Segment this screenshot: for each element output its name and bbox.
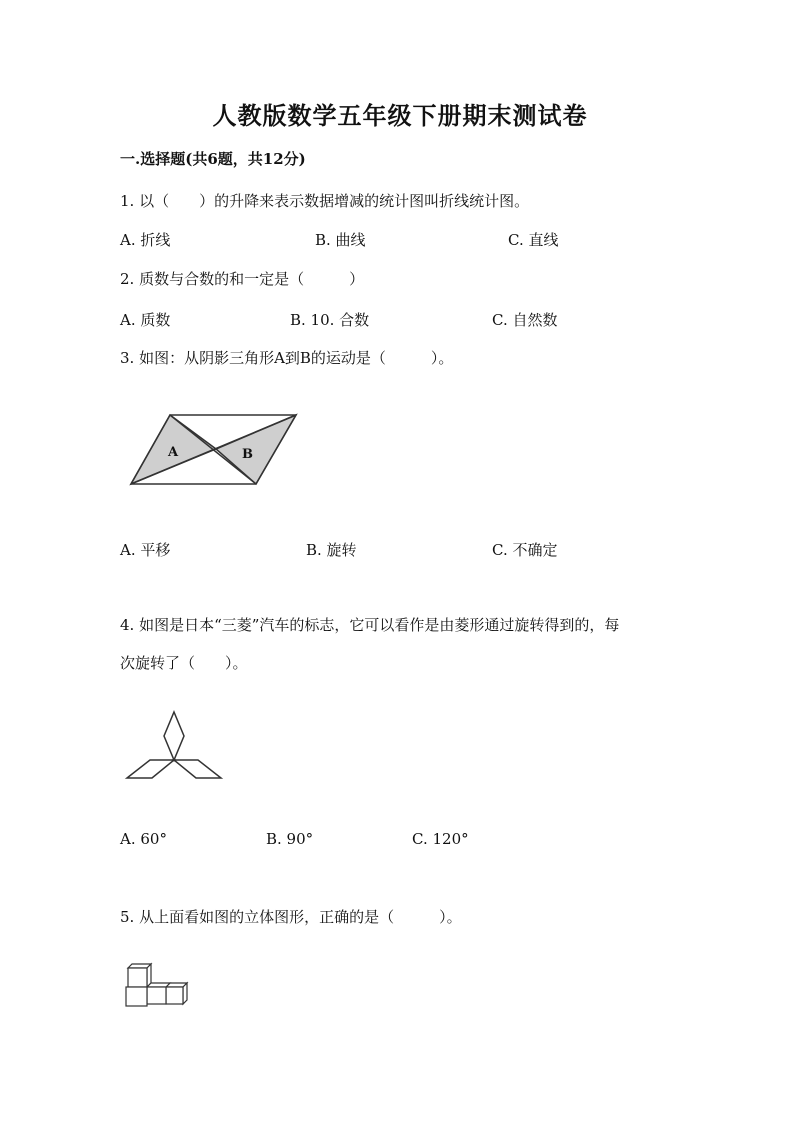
question-2-stem: 2. 质数与合数的和一定是（ ） bbox=[120, 270, 365, 288]
shaded-triangle-b bbox=[216, 415, 296, 484]
cube-bottom-2 bbox=[147, 983, 170, 1004]
question-2-option-a[interactable]: A. 质数 bbox=[120, 311, 171, 329]
label-b: B bbox=[242, 447, 253, 462]
question-2-option-b[interactable]: B. 10. 合数 bbox=[290, 311, 370, 329]
question-5-stem: 5. 从上面看如图的立体图形，正确的是（ ）。 bbox=[120, 908, 462, 926]
question-4-option-c[interactable]: C. 120° bbox=[412, 830, 469, 848]
question-2-option-c[interactable]: C. 自然数 bbox=[492, 311, 558, 329]
question-4-option-a[interactable]: A. 60° bbox=[120, 830, 167, 848]
question-3-stem: 3. 如图：从阴影三角形A到B的运动是（ ）。 bbox=[120, 349, 454, 367]
question-4-stem-line-2: 次旋转了（ ）。 bbox=[120, 654, 248, 672]
label-a: A bbox=[168, 445, 179, 460]
mitsubishi-logo-figure bbox=[126, 712, 224, 782]
question-3-option-b[interactable]: B. 旋转 bbox=[306, 541, 357, 559]
question-1-option-b[interactable]: B. 曲线 bbox=[315, 231, 366, 249]
page-title: 人教版数学五年级下册期末测试卷 bbox=[212, 101, 588, 130]
rhombus-left bbox=[127, 760, 174, 778]
rhombus-top bbox=[164, 712, 184, 760]
cube-bottom-3 bbox=[166, 983, 187, 1004]
section-heading: 一.选择题(共6题，共12分) bbox=[120, 150, 306, 168]
question-1-option-c[interactable]: C. 直线 bbox=[508, 231, 559, 249]
cube-bottom-1 bbox=[126, 987, 147, 1006]
question-3-option-a[interactable]: A. 平移 bbox=[120, 541, 171, 559]
parallelogram-figure bbox=[126, 412, 302, 488]
cube-stack-figure bbox=[124, 962, 188, 1008]
question-1-option-a[interactable]: A. 折线 bbox=[120, 231, 171, 249]
cube-top bbox=[128, 964, 151, 987]
question-4-option-b[interactable]: B. 90° bbox=[266, 830, 314, 848]
question-1-stem: 1. 以（ ）的升降来表示数据增减的统计图叫折线统计图。 bbox=[120, 192, 530, 210]
rhombus-right bbox=[174, 760, 221, 778]
question-4-stem-line-1: 4. 如图是日本“三菱”汽车的标志，它可以看作是由菱形通过旋转得到的，每 bbox=[120, 616, 620, 634]
question-3-option-c[interactable]: C. 不确定 bbox=[492, 541, 558, 559]
